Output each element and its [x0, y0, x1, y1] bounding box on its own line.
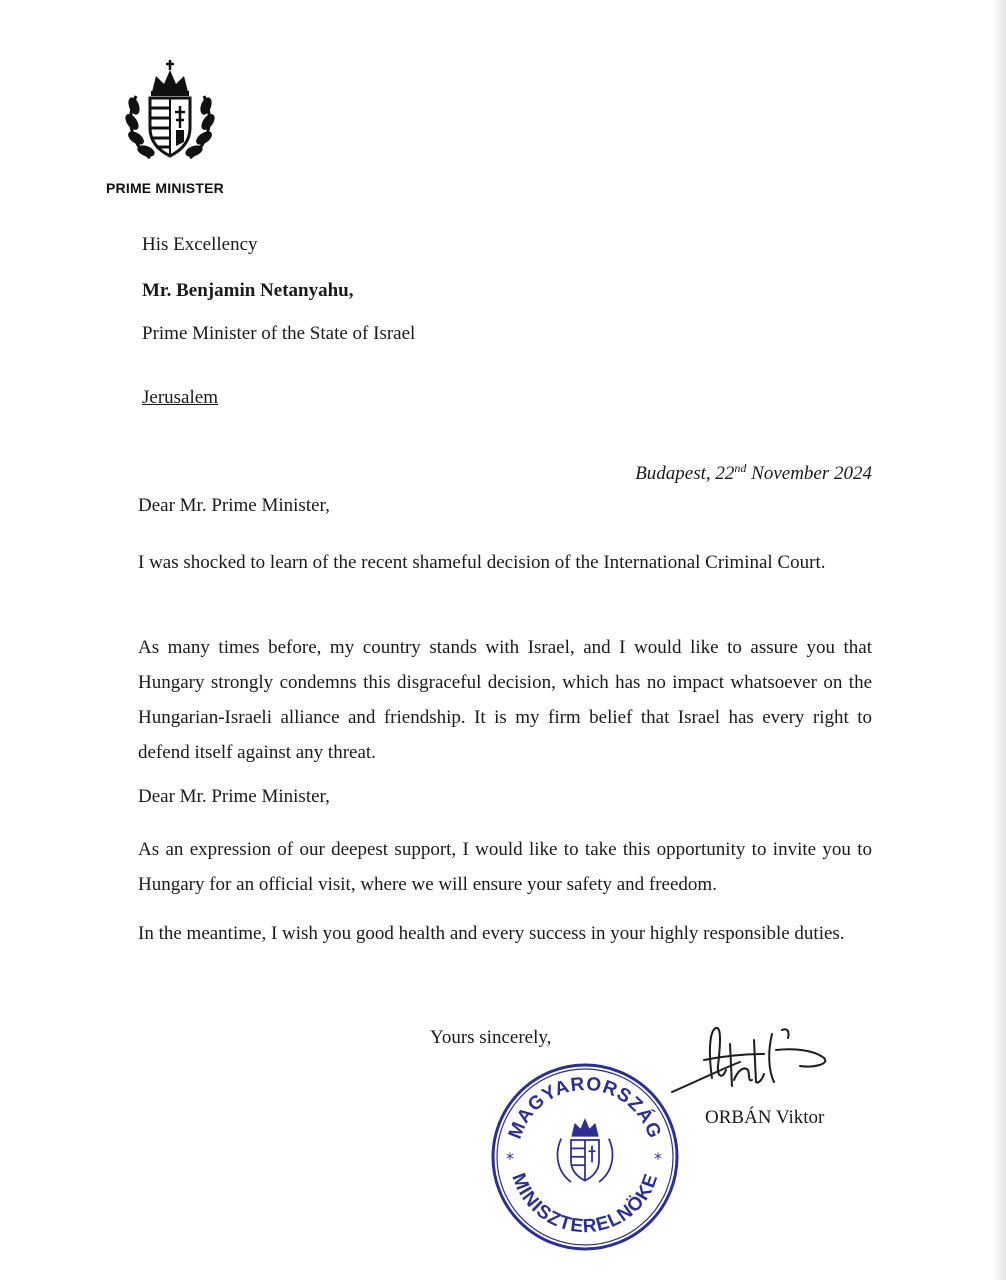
- recipient-name: Mr. Benjamin Netanyahu,: [142, 280, 354, 301]
- recipient-title: Prime Minister of the State of Israel: [142, 323, 416, 344]
- paragraph-wishes: In the meantime, I wish you good health and every success in your highly responsible duties.: [138, 923, 845, 944]
- svg-text:MINISZTERELNÖKE: MINISZTERELNÖKE: [507, 1170, 663, 1238]
- svg-text:*: *: [506, 1149, 514, 1168]
- date-place-day: Budapest, 22: [635, 463, 735, 484]
- salutation-second: Dear Mr. Prime Minister,: [138, 786, 330, 807]
- letter-date: [635, 461, 872, 485]
- svg-text:*: *: [654, 1149, 662, 1168]
- paragraph-invitation: As an expression of our deepest support, I would like to take this opportunity to invite you to Hungary for an official visit, where we will ensure your safety and freedom.: [138, 839, 872, 895]
- closing-phrase: Yours sincerely,: [430, 1027, 552, 1048]
- letterhead-office-title: PRIME MINISTER: [106, 180, 224, 196]
- page-edge-shadow: [992, 0, 1006, 1280]
- date-month-year: November 2024: [746, 463, 872, 484]
- paragraph-support-israel: As many times before, my country stands with Israel, and I would like to assure you that Hungary strongly condemns this disgraceful decision, which has no impact whatsoever on the Hungarian-Israeli alliance and friendship. It is my firm belief that Israel has every right to defend itself against any threat.: [138, 637, 872, 763]
- recipient-honorific: His Excellency: [142, 234, 258, 255]
- recipient-city: Jerusalem: [142, 387, 218, 408]
- handwritten-signature: [664, 1020, 840, 1104]
- svg-text:MAGYARORSZÁG: MAGYARORSZÁG: [504, 1073, 666, 1142]
- signer-name: ORBÁN Viktor: [705, 1107, 825, 1128]
- salutation-first: Dear Mr. Prime Minister,: [138, 495, 330, 516]
- paragraph-icc-decision: I was shocked to learn of the recent shameful decision of the International Criminal Court.: [138, 552, 826, 573]
- coat-of-arms-icon: [120, 58, 220, 168]
- official-stamp: [488, 1060, 682, 1254]
- date-ordinal: nd: [734, 461, 747, 475]
